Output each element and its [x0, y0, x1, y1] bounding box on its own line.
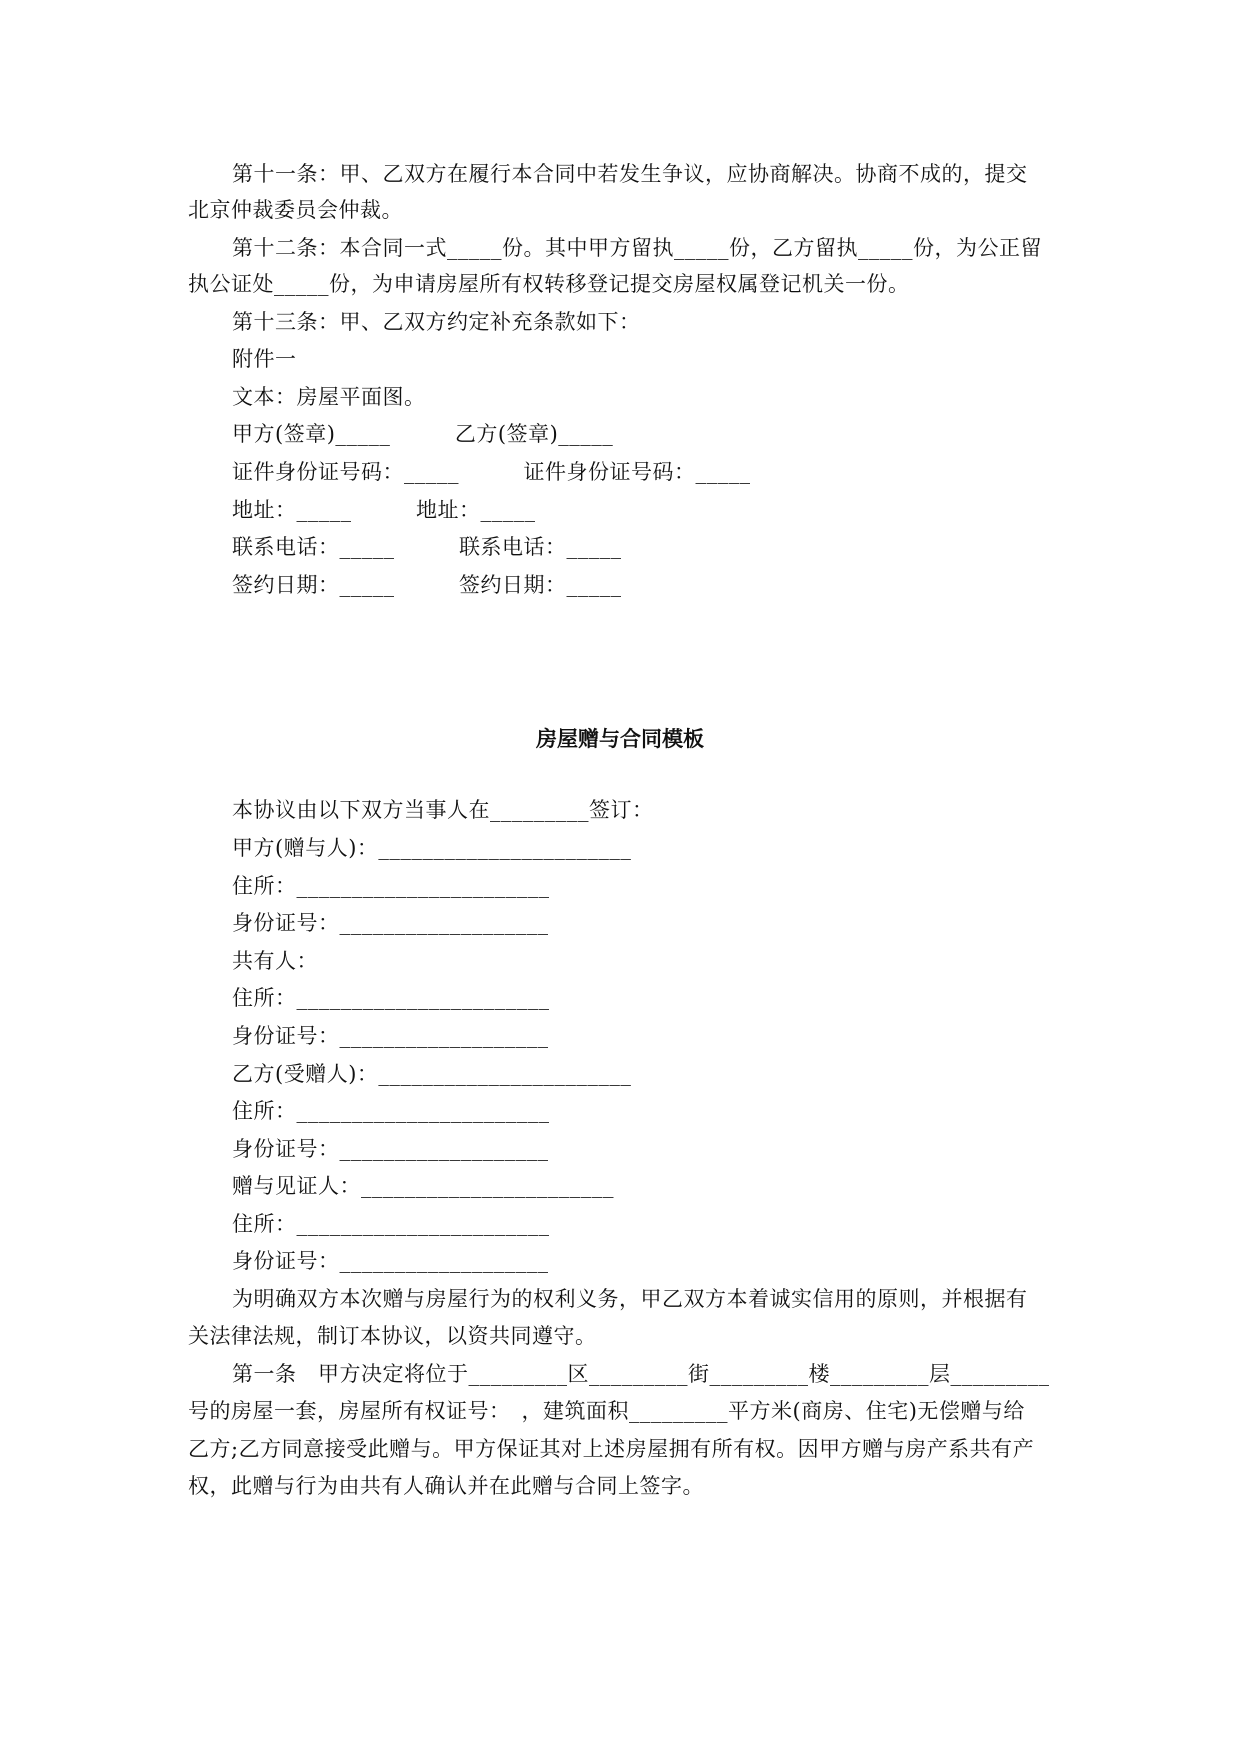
party-b-id: 身份证号：___________________	[232, 1137, 549, 1161]
article-12-line-1: 第十二条：本合同一式_____份。其中甲方留执_____份，乙方留执_____份，为公正留	[232, 236, 1042, 260]
article-1-line-1: 第一条 甲方决定将位于_________区_________街_________楼_________层_________	[232, 1362, 1050, 1386]
article-13: 第十三条：甲、乙双方约定补充条款如下：	[232, 310, 641, 334]
co-owner-id: 身份证号：___________________	[232, 1024, 549, 1048]
address-line: 地址：_____ 地址：_____	[232, 498, 536, 522]
sign-date-line: 签约日期：_____ 签约日期：_____	[232, 573, 622, 597]
signature-line: 甲方(签章)_____ 乙方(签章)_____	[232, 422, 614, 446]
witness-address: 住所：_______________________	[232, 1212, 550, 1236]
co-owner-address: 住所：_______________________	[232, 986, 550, 1010]
party-a-donor: 甲方(赠与人)：_______________________	[232, 836, 632, 860]
preamble-line-1: 为明确双方本次赠与房屋行为的权利义务，甲乙双方本着诚实信用的原则，并根据有	[232, 1287, 1028, 1311]
article-1-line-2: 号的房屋一套，房屋所有权证号： ，建筑面积_________平方米(商房、住宅)无偿赠与给	[188, 1399, 1025, 1423]
article-11-line-1: 第十一条：甲、乙双方在履行本合同中若发生争议，应协商解决。协商不成的，提交	[232, 162, 1028, 186]
co-owner: 共有人：	[232, 949, 318, 973]
party-b-address: 住所：_______________________	[232, 1099, 550, 1123]
party-a-address: 住所：_______________________	[232, 874, 550, 898]
article-1-line-4: 权，此赠与行为由共有人确认并在此赠与合同上签字。	[188, 1474, 704, 1498]
article-1-line-3: 乙方;乙方同意接受此赠与。甲方保证其对上述房屋拥有所有权。因甲方赠与房产系共有产	[188, 1437, 1035, 1461]
preamble-line-2: 关法律法规，制订本协议，以资共同遵守。	[188, 1324, 597, 1348]
party-a-id: 身份证号：___________________	[232, 911, 549, 935]
agreement-intro: 本协议由以下双方当事人在_________签订：	[232, 798, 654, 822]
phone-line: 联系电话：_____ 联系电话：_____	[232, 535, 622, 559]
attachment-one: 附件一	[232, 347, 297, 371]
document-title: 房屋赠与合同模板	[536, 727, 704, 751]
party-b-donee: 乙方(受赠人)：_______________________	[232, 1062, 632, 1086]
attachment-text: 文本：房屋平面图。	[232, 385, 426, 409]
witness: 赠与见证人：_______________________	[232, 1174, 614, 1198]
id-number-line: 证件身份证号码：_____ 证件身份证号码：_____	[232, 460, 751, 484]
article-12-line-2: 执公证处_____份，为申请房屋所有权转移登记提交房屋权属登记机关一份。	[188, 272, 910, 296]
witness-id: 身份证号：___________________	[232, 1249, 549, 1273]
article-11-line-2: 北京仲裁委员会仲裁。	[188, 198, 403, 222]
